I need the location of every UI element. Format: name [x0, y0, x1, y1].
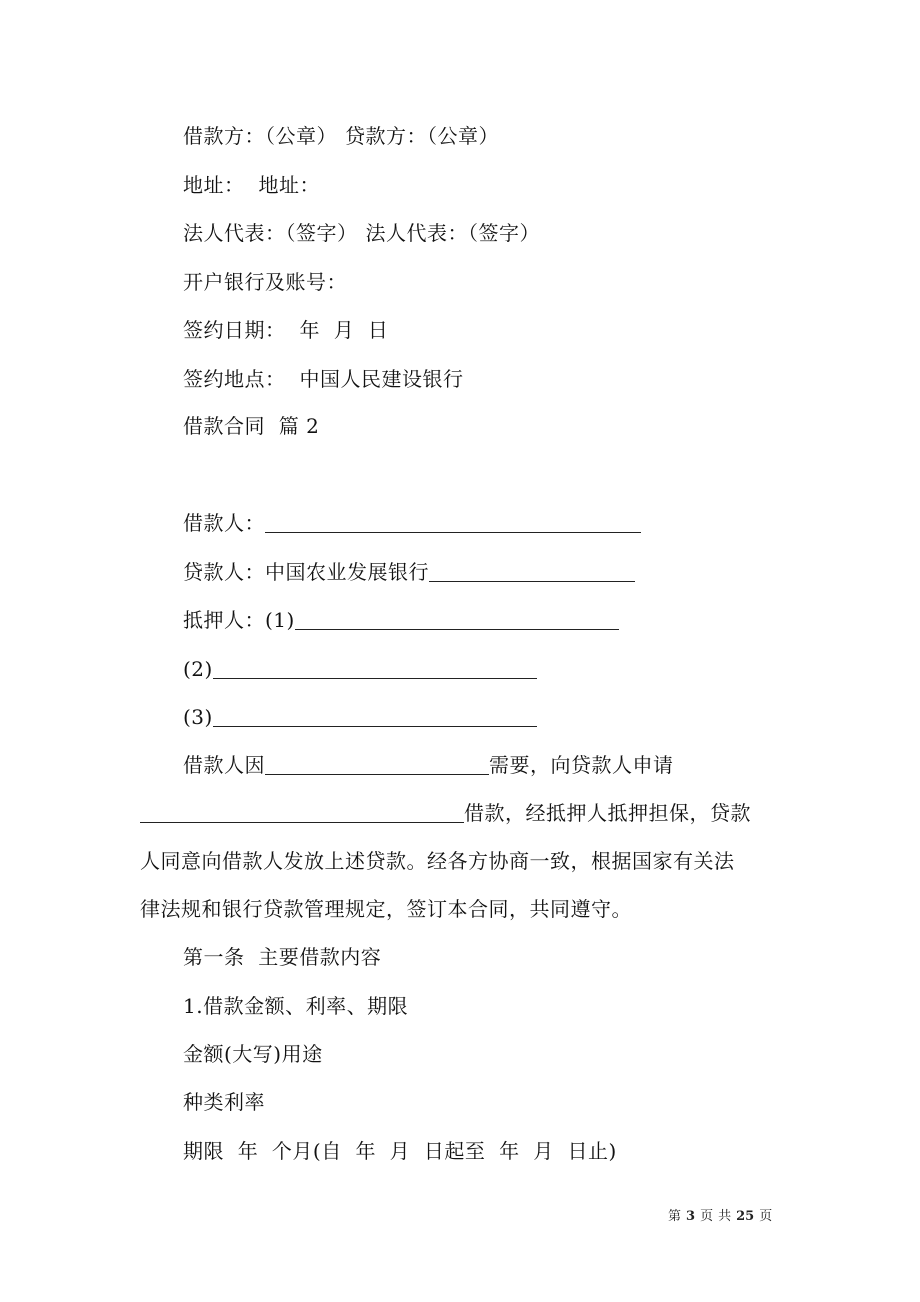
mortgagor-label: 抵押人：(1): [183, 608, 295, 632]
amount-text: 金额(大写)用途: [183, 1042, 323, 1066]
loan-amount-line: [140, 800, 751, 826]
mortgagor-line-1: [183, 607, 619, 633]
bank-account-line: [183, 269, 347, 295]
mortgagor-3-label: (3): [183, 705, 213, 729]
total-pages-number: 25: [736, 1209, 755, 1224]
address-label-lender: 地址：: [258, 173, 320, 197]
mortgagor-blank-3: [213, 706, 537, 727]
loan-suffix: 借款，经抵押人抵押担保，贷款: [464, 801, 751, 825]
term-text: 期限 年 个月(自 年 月 日起至 年 月 日止): [183, 1139, 617, 1163]
paragraph-text-2: 人同意向借款人发放上述贷款。经各方协商一致，根据国家有关法: [140, 849, 735, 873]
paragraph-line-2: [140, 848, 735, 874]
paragraph-text-3: 律法规和银行贷款管理规定，签订本合同，共同遵守。: [140, 897, 632, 921]
lender-seal-label: 贷款方：（公章）: [345, 124, 499, 148]
signature-party-line: [183, 123, 499, 149]
address-label-borrower: 地址：: [183, 173, 245, 197]
section-title: [183, 413, 319, 439]
mortgagor-line-3: [183, 704, 537, 730]
sign-place-value: 中国人民建设银行: [299, 367, 464, 391]
legal-rep-lender: 法人代表：（签字）: [365, 221, 540, 245]
paragraph-line-3: [140, 896, 632, 922]
borrower-seal-label: 借款方：（公章）: [183, 124, 337, 148]
legal-rep-borrower: 法人代表：（签字）: [183, 221, 358, 245]
reason-suffix: 需要，向贷款人申请: [489, 753, 674, 777]
mortgagor-2-label: (2): [183, 657, 213, 681]
footer-word-3: 共: [718, 1209, 732, 1224]
legal-rep-line: [183, 220, 540, 246]
item-heading: [183, 993, 408, 1019]
lender-line: [183, 559, 635, 585]
borrower-blank: [265, 512, 641, 533]
address-line: [183, 172, 320, 198]
bank-account-label: 开户银行及账号：: [183, 270, 347, 294]
footer-word-4: 页: [759, 1209, 773, 1224]
sign-date-label: 签约日期：: [183, 318, 286, 342]
reason-blank: [265, 754, 489, 775]
sign-date-value: 年 月 日: [299, 318, 389, 342]
footer-word-2: 页: [700, 1209, 714, 1224]
borrower-line: [183, 510, 641, 536]
item-1-text: 1.借款金额、利率、期限: [183, 994, 409, 1018]
page-footer: [668, 1208, 772, 1226]
lender-label: 贷款人：中国农业发展银行: [183, 560, 429, 584]
footer-word-1: 第: [668, 1209, 682, 1224]
type-line: [183, 1089, 265, 1115]
sign-date-line: [183, 317, 388, 343]
sign-place-line: [183, 366, 464, 392]
reason-prefix: 借款人因: [183, 753, 265, 777]
section-title-text: 借款合同 篇 2: [183, 414, 320, 438]
type-text: 种类利率: [183, 1090, 265, 1114]
mortgagor-blank-1: [295, 609, 619, 630]
term-line: [183, 1138, 617, 1164]
sign-place-label: 签约地点：: [183, 367, 286, 391]
reason-line: [183, 752, 674, 778]
mortgagor-blank-2: [213, 658, 537, 679]
amount-line: [183, 1041, 323, 1067]
loan-blank: [140, 802, 464, 823]
article-heading: [183, 944, 381, 970]
mortgagor-line-2: [183, 656, 537, 682]
lender-blank: [429, 561, 635, 582]
current-page-number: 3: [686, 1209, 696, 1224]
article-1-text: 第一条 主要借款内容: [183, 945, 382, 969]
borrower-label: 借款人：: [183, 511, 265, 535]
